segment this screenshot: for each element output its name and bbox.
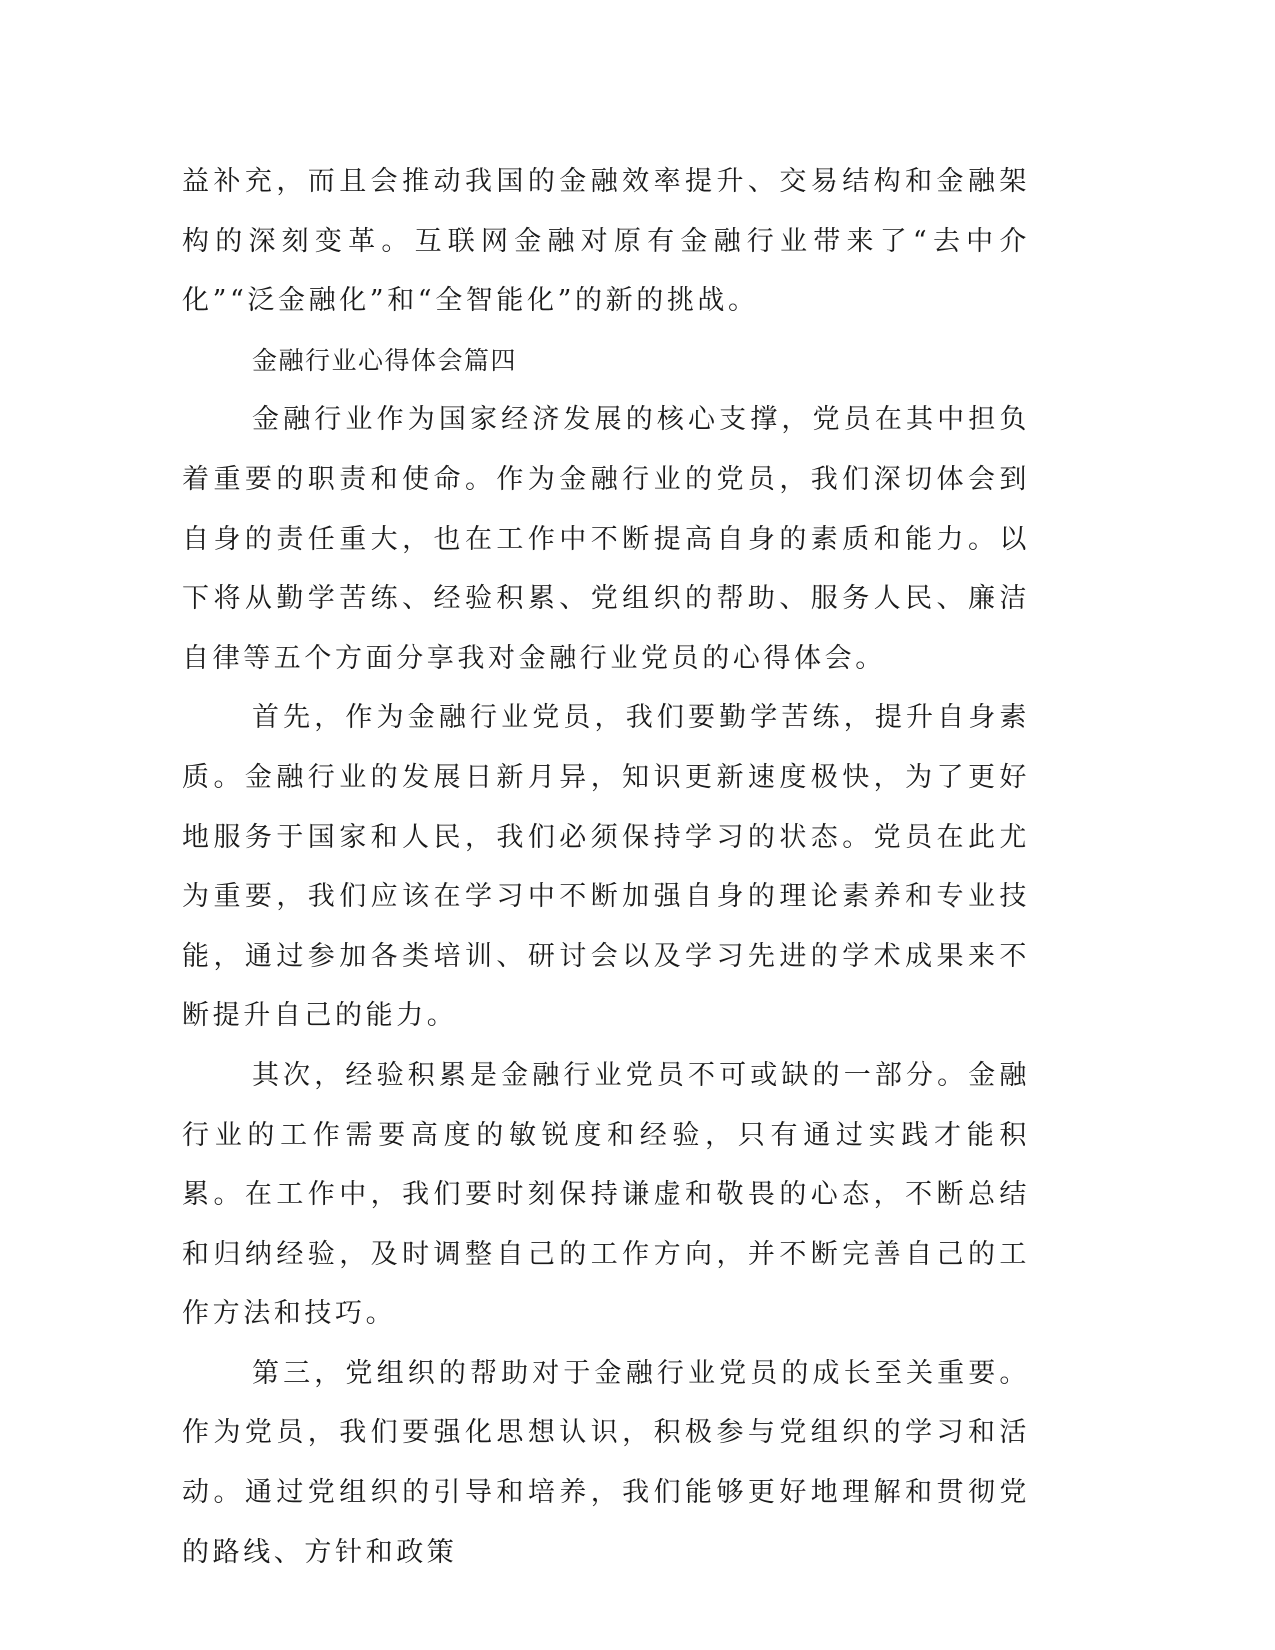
paragraph-continuation: 益补充，而且会推动我国的金融效率提升、交易结构和金融架构的深刻变革。互联网金融对原有金融行业带来了“去中介化”“泛金融化”和“全智能化”的新的挑战。 xyxy=(182,166,1030,317)
paragraph-third-point: 第三，党组织的帮助对于金融行业党员的成长至关重要。作为党员，我们要强化思想认识，积极参与党组织的学习和活动。通过党组织的引导和培养，我们能够更好地理解和贯彻党的路线、方针和政策 xyxy=(182,1357,1030,1568)
paragraph-first-point: 首先，作为金融行业党员，我们要勤学苦练，提升自身素质。金融行业的发展日新月异，知识更新速度极快，为了更好地服务于国家和人民，我们必须保持学习的状态。党员在此尤为重要，我们应该在学习中不断加强自身的理论素养和专业技能，通过参加各类培训、研讨会以及学习先进的学术成果来不断提升自己的能力。 xyxy=(182,702,1030,1032)
section-heading: 金融行业心得体会篇四 xyxy=(252,345,518,375)
paragraph-second-point: 其次，经验积累是金融行业党员不可或缺的一部分。金融行业的工作需要高度的敏锐度和经验，只有通过实践才能积累。在工作中，我们要时刻保持谦虚和敬畏的心态，不断总结和归纳经验，及时调整自己的工作方向，并不断完善自己的工作方法和技巧。 xyxy=(182,1059,1030,1330)
paragraph-intro: 金融行业作为国家经济发展的核心支撑，党员在其中担负着重要的职责和使命。作为金融行业的党员，我们深切体会到自身的责任重大，也在工作中不断提高自身的素质和能力。以下将从勤学苦练、经验积累、党组织的帮助、服务人民、廉洁自律等五个方面分享我对金融行业党员的心得体会。 xyxy=(182,404,1030,674)
document-page xyxy=(182,152,1030,1582)
